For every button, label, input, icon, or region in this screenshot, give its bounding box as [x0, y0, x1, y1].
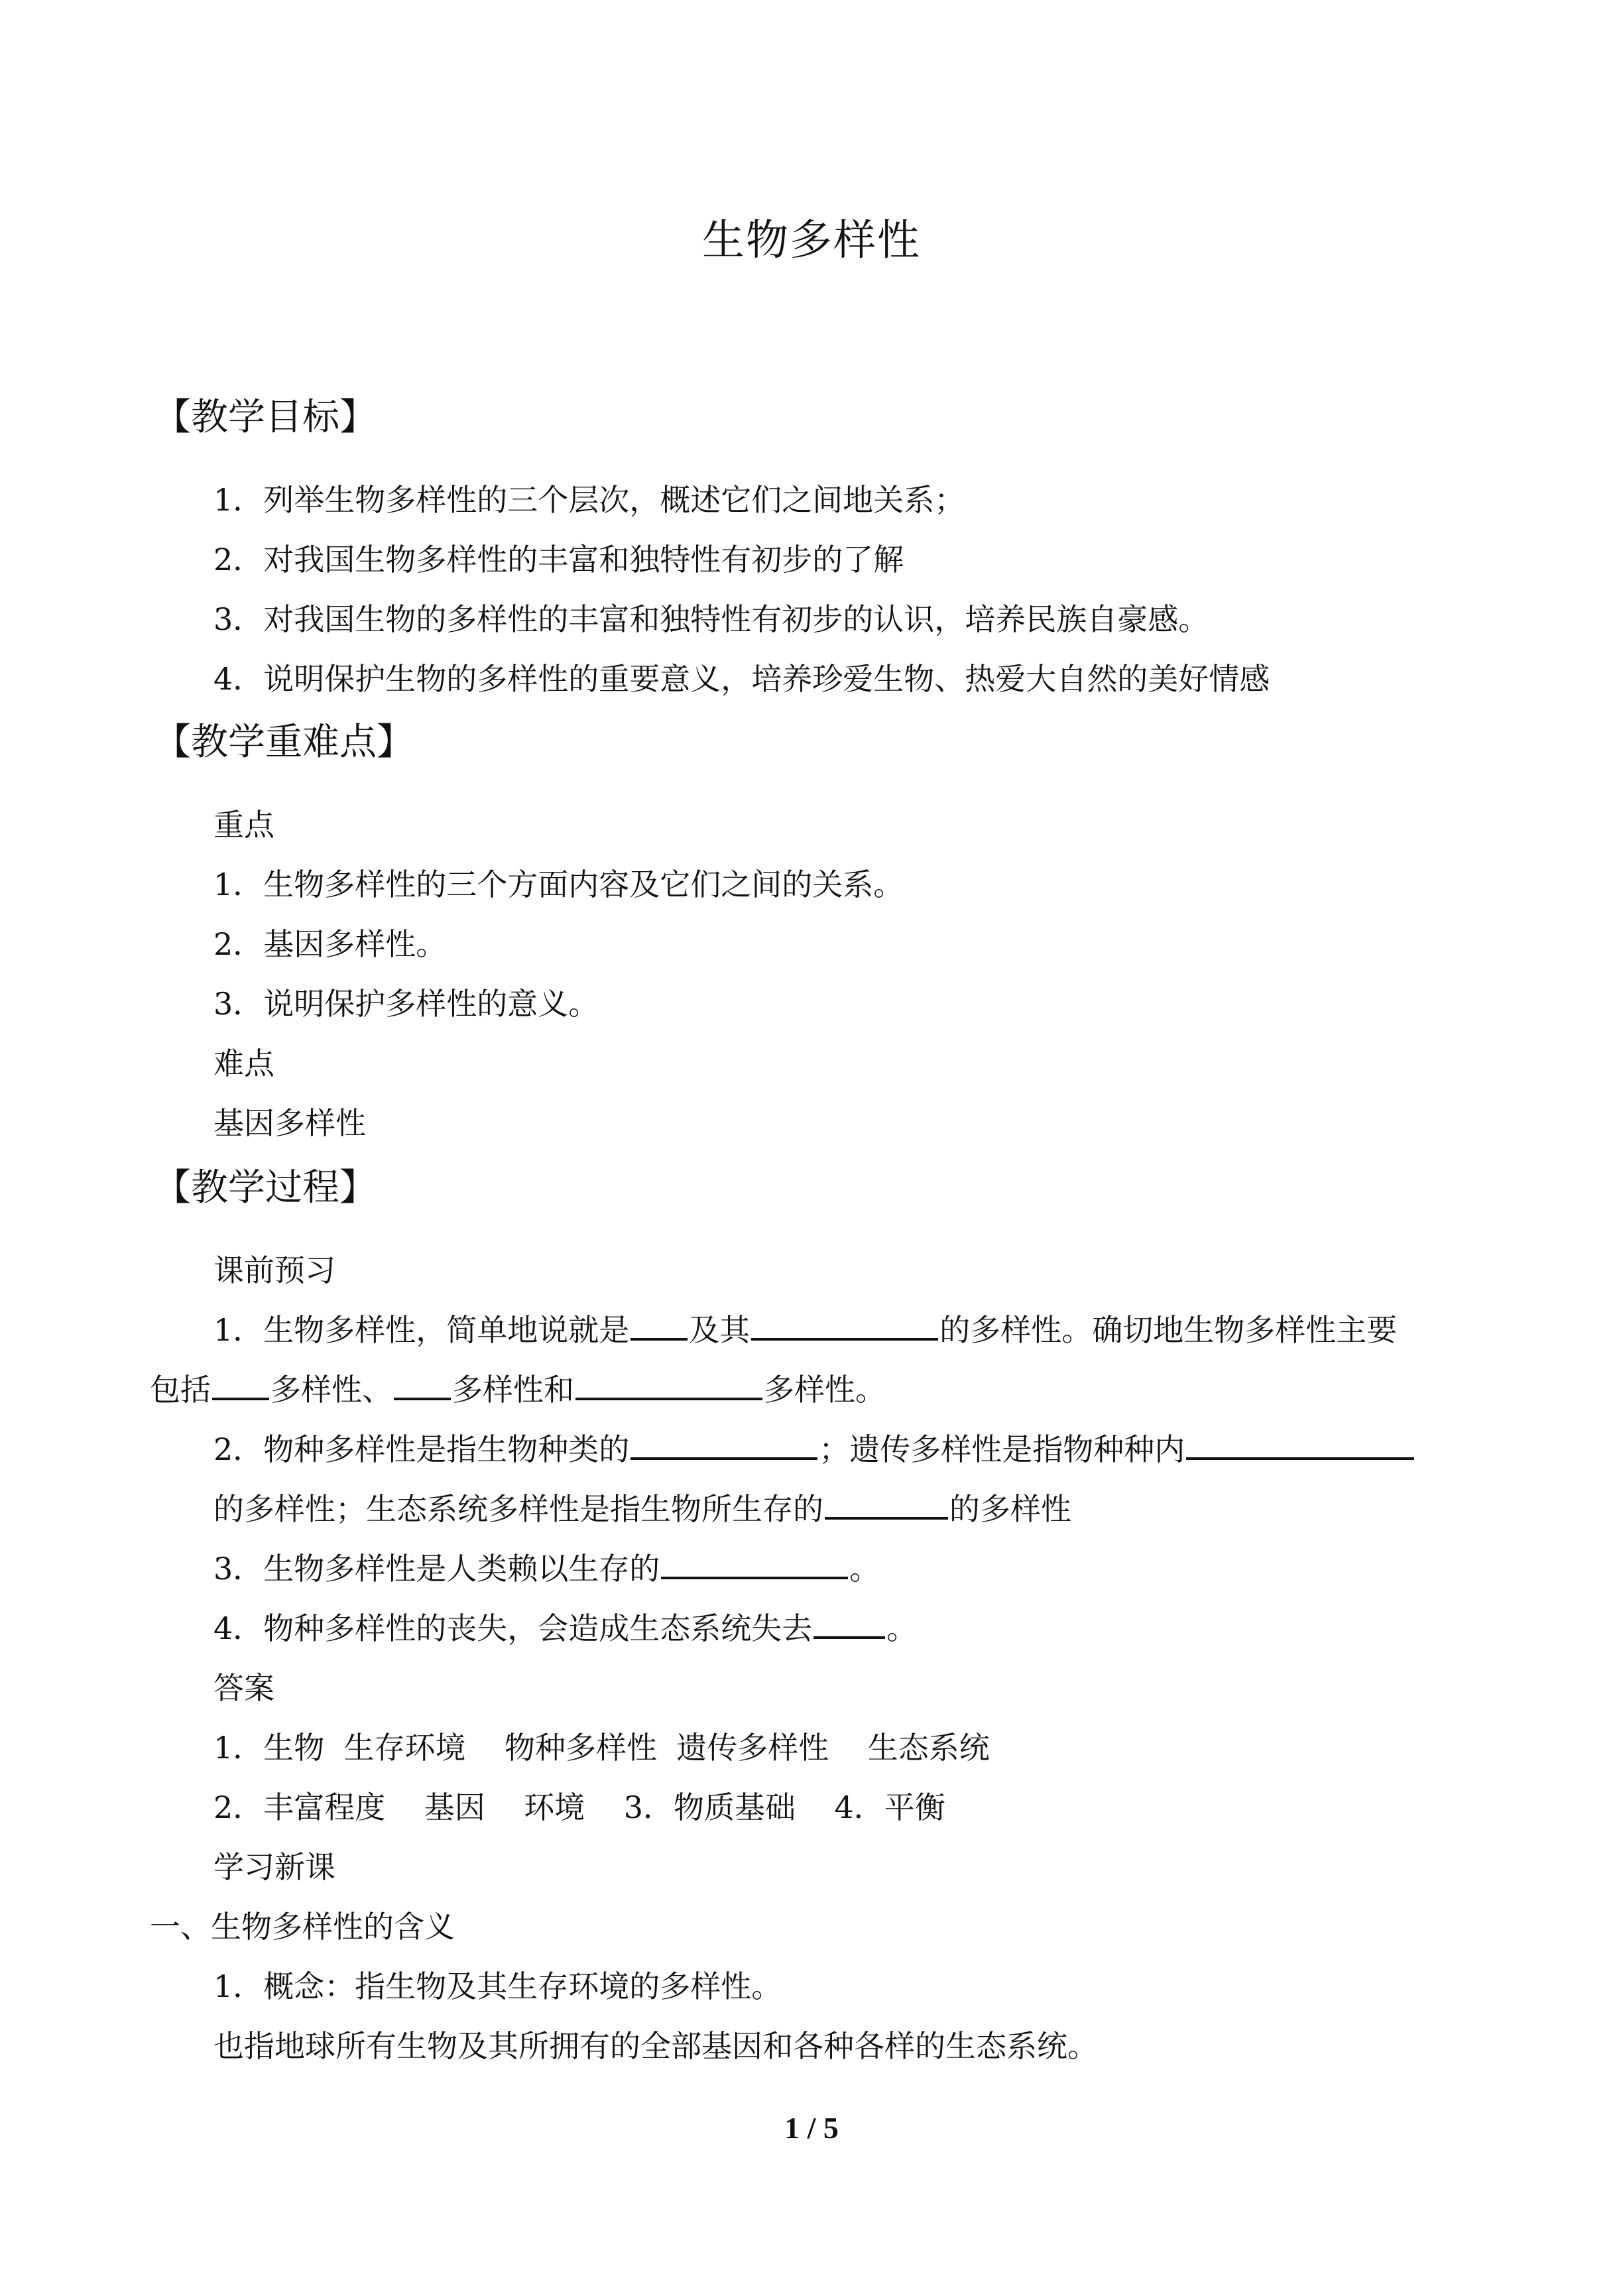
key-points-heading: 【教学重难点】	[154, 721, 414, 764]
difficult-text: 基因多样性	[213, 1105, 366, 1141]
key-item: 3．说明保护多样性的意义。	[213, 986, 599, 1022]
question-1-line-2: 包括 多样性、 多样性和 多样性。	[150, 1368, 886, 1411]
concept-more-line: 也指地球所有生物及其所拥有的全部基因和各种各样的生态系统。	[213, 2028, 1098, 2064]
fill-blank	[631, 1309, 688, 1341]
objective-item: 2．对我国生物多样性的丰富和独特性有初步的了解	[213, 542, 904, 577]
question-2-line-2: 的多样性；生态系统多样性是指生物所生存的 的多样性	[213, 1488, 1071, 1530]
fill-blank	[631, 1428, 817, 1460]
section-one-heading: 一、生物多样性的含义	[150, 1909, 455, 1945]
fill-blank	[825, 1488, 948, 1520]
difficult-label: 难点	[213, 1046, 274, 1081]
objective-item: 3．对我国生物的多样性的丰富和独特性有初步的认识，培养民族自豪感。	[213, 601, 1209, 637]
fill-blank	[813, 1607, 885, 1639]
key-item: 2．基因多样性。	[213, 926, 447, 962]
fill-blank	[661, 1547, 848, 1579]
objective-item: 4．说明保护生物的多样性的重要意义，培养珍爱生物、热爱大自然的美好情感	[213, 661, 1270, 697]
objective-item: 1．列举生物多样性的三个层次，概述它们之间地关系；	[213, 482, 965, 518]
key-item: 1．生物多样性的三个方面内容及它们之间的关系。	[213, 867, 904, 902]
question-3: 3．生物多样性是人类赖以生存的 。	[213, 1547, 880, 1590]
process-heading: 【教学过程】	[154, 1166, 377, 1209]
fill-blank	[212, 1368, 269, 1400]
concept-line: 1．概念：指生物及其生存环境的多样性。	[213, 1968, 782, 2004]
answer-line: 1．生物 生存环境 物种多样性 遗传多样性 生态系统	[213, 1730, 990, 1766]
question-2-line-1: 2．物种多样性是指生物种类的 ；遗传多样性是指物种种内	[213, 1428, 1415, 1471]
objectives-heading: 【教学目标】	[154, 396, 377, 439]
key-label: 重点	[213, 807, 274, 843]
fill-blank	[394, 1368, 451, 1400]
fill-blank	[575, 1368, 762, 1400]
fill-blank	[751, 1309, 938, 1341]
answer-line: 2．丰富程度 基因 环境 3．物质基础 4．平衡	[213, 1789, 945, 1825]
fill-blank	[1186, 1428, 1414, 1460]
question-1-line-1: 1．生物多样性，简单地说就是 及其 的多样性。确切地生物多样性主要	[213, 1309, 1397, 1351]
question-4: 4．物种多样性的丧失，会造成生态系统失去 。	[213, 1607, 917, 1650]
preview-label: 课前预习	[213, 1252, 335, 1288]
new-lesson-label: 学习新课	[213, 1849, 335, 1885]
answer-label: 答案	[213, 1670, 274, 1706]
page-number: 1 / 5	[784, 2111, 839, 2145]
page-title: 生物多样性	[702, 216, 921, 265]
